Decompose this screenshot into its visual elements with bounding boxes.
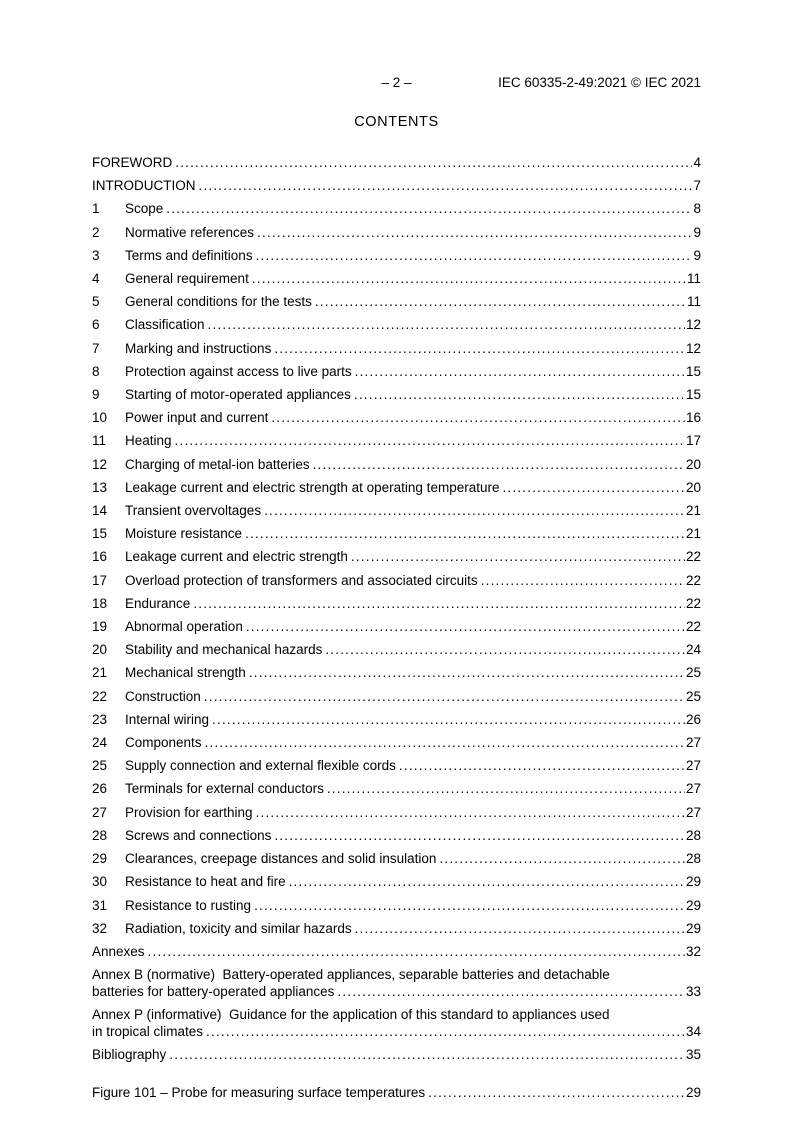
toc-entry-number: 17 <box>92 572 108 588</box>
dot-leader <box>256 801 685 824</box>
toc-entry-page: 24 <box>685 642 701 658</box>
toc-entry-title: Internal wiring <box>125 711 210 727</box>
toc-entry <box>92 197 701 220</box>
dot-leader <box>204 685 685 708</box>
dot-leader <box>502 476 684 499</box>
toc-entry-number: 28 <box>92 827 108 843</box>
toc-entry <box>92 824 701 847</box>
toc-entry-title: Radiation, toxicity and similar hazards <box>125 920 352 936</box>
dot-leader <box>355 360 685 383</box>
page-header <box>92 74 701 91</box>
toc-entry-title: Figure 101 – Probe for measuring surface temperatures <box>92 1084 426 1100</box>
toc-entry-title: FOREWORD <box>92 155 173 170</box>
toc-entry-title: in tropical climates <box>92 1024 204 1040</box>
toc-entry-number: 18 <box>92 595 108 611</box>
toc-entry-title: Clearances, creepage distances and solid insulation <box>125 851 437 867</box>
dot-leader <box>199 174 693 197</box>
toc-entry-page: 20 <box>685 479 701 495</box>
dot-leader <box>313 453 685 476</box>
toc-entry-page: 22 <box>685 549 701 565</box>
toc-entry-number: 31 <box>92 897 108 913</box>
toc-entry-title: Overload protection of transformers and associated circuits <box>125 572 478 588</box>
toc-entry-number: 10 <box>92 410 108 426</box>
toc-entry-title: Abnormal operation <box>125 619 243 635</box>
toc-entry-page: 12 <box>685 340 701 356</box>
toc-entry-title: Scope <box>125 201 164 217</box>
toc-entry-number: 4 <box>92 271 100 287</box>
toc-entry-title: Power input and current <box>125 410 269 426</box>
toc-entry-number: 22 <box>92 688 108 704</box>
toc-entry-page: 21 <box>685 503 701 519</box>
toc-entry <box>92 754 701 777</box>
toc-entry-title: Normative references <box>125 224 255 240</box>
dot-leader <box>208 313 685 336</box>
dot-leader <box>327 777 685 800</box>
dot-leader <box>439 847 685 870</box>
toc-entry-page: 32 <box>685 943 701 959</box>
dot-leader <box>193 592 685 615</box>
toc-entry <box>92 661 701 684</box>
toc-entry-number: 6 <box>92 317 100 333</box>
dot-leader <box>256 244 693 267</box>
toc-entry <box>92 847 701 870</box>
toc-entry-title: batteries for battery-operated appliances <box>92 984 335 1000</box>
dot-leader <box>337 983 685 1001</box>
toc-entry <box>92 244 701 267</box>
toc-entry-page: 11 <box>686 294 701 310</box>
dot-leader <box>175 429 685 452</box>
toc-entry <box>92 337 701 360</box>
toc-entry <box>92 708 701 731</box>
dot-leader <box>399 754 685 777</box>
toc-entry-page: 21 <box>685 526 701 542</box>
dot-leader <box>212 708 685 731</box>
toc-entry-title: Heating <box>125 433 172 449</box>
toc-entry-page: 22 <box>685 619 701 635</box>
toc-entry <box>92 221 701 244</box>
toc-entry <box>92 313 701 336</box>
toc-entry <box>92 267 701 290</box>
toc-entry-number: 24 <box>92 735 108 751</box>
toc-entry <box>92 870 701 893</box>
toc-entry-page: 27 <box>685 758 701 774</box>
toc-entry-page: 29 <box>685 874 701 890</box>
toc-entry-page: 27 <box>685 804 701 820</box>
toc-entry-page: 15 <box>685 387 701 403</box>
toc-entry <box>92 290 701 313</box>
toc-entry-title: Transient overvoltages <box>125 503 262 519</box>
toc-entry-title: Components <box>125 735 202 751</box>
toc-entry-page: 9 <box>693 247 701 263</box>
contents-title: CONTENTS <box>354 114 439 130</box>
dot-leader <box>206 1023 685 1041</box>
toc-entry-title: Marking and instructions <box>125 340 272 356</box>
toc-entry-title: Mechanical strength <box>125 665 246 681</box>
dot-leader <box>274 337 685 360</box>
dot-leader <box>354 383 685 406</box>
dot-leader <box>351 545 685 568</box>
toc-entry-number: 11 <box>92 433 107 449</box>
dot-leader <box>257 221 692 244</box>
toc-entry <box>92 406 701 429</box>
toc-entry-page: 8 <box>693 201 701 217</box>
dot-leader <box>355 917 685 940</box>
toc-entry-page: 34 <box>685 1024 701 1040</box>
toc-entry <box>92 545 701 568</box>
toc-entry-page: 26 <box>685 711 701 727</box>
toc-entry-page: 17 <box>685 433 701 449</box>
toc-entry-number: 25 <box>92 758 108 774</box>
toc-entry-title: Terminals for external conductors <box>125 781 324 797</box>
toc-entry <box>92 917 701 940</box>
toc-entry-title: Moisture resistance <box>125 526 243 542</box>
dot-leader <box>271 406 685 429</box>
toc-entry-page: 15 <box>685 363 701 379</box>
dot-leader <box>246 615 685 638</box>
toc-entry-page: 28 <box>685 851 701 867</box>
toc-entry-number: 30 <box>92 874 108 890</box>
dot-leader <box>205 731 685 754</box>
toc-entry-title: Construction <box>125 688 201 704</box>
dot-leader <box>481 569 685 592</box>
toc-entry-number: 23 <box>92 711 108 727</box>
toc-entry-number: 5 <box>92 294 100 310</box>
toc-entry-title: Resistance to rusting <box>125 897 252 913</box>
toc-entry-page: 27 <box>685 781 701 797</box>
toc-entry-page: 7 <box>693 178 701 194</box>
toc-entry-title: Starting of motor-operated appliances <box>125 387 351 403</box>
toc-entry <box>92 1043 701 1066</box>
toc-entry-page: 28 <box>685 827 701 843</box>
toc-entry <box>92 685 701 708</box>
toc-entry-title: Protection against access to live parts <box>125 363 352 379</box>
toc-entry-title: Classification <box>125 317 205 333</box>
toc-entry-page: 11 <box>686 271 701 287</box>
toc-entry-number: 20 <box>92 642 108 658</box>
dot-leader <box>264 499 685 522</box>
toc-entry-number: 8 <box>92 363 100 379</box>
toc-entry-number: 1 <box>92 201 100 217</box>
toc-entry-page: 22 <box>685 572 701 588</box>
dot-leader <box>325 638 685 661</box>
dot-leader <box>245 522 685 545</box>
toc-entry-page: 25 <box>685 688 701 704</box>
toc-entry <box>92 151 701 174</box>
toc-entry-title: Stability and mechanical hazards <box>125 642 323 658</box>
toc-entry <box>92 1081 701 1104</box>
toc-entry <box>92 453 701 476</box>
toc-entry <box>92 360 701 383</box>
dot-leader <box>249 661 685 684</box>
toc-entry-page: 35 <box>685 1047 701 1063</box>
toc-entry-title: General conditions for the tests <box>125 294 312 310</box>
toc-entry-number: 2 <box>92 224 100 240</box>
toc-entry-page: 29 <box>685 920 701 936</box>
toc-entry-title: Resistance to heat and fire <box>125 874 286 890</box>
toc-entry <box>92 1003 701 1043</box>
toc-entry-number: 15 <box>92 526 108 542</box>
dot-leader <box>289 870 685 893</box>
toc-entry-number: 13 <box>92 479 108 495</box>
toc-entry-number: 32 <box>92 920 108 936</box>
toc-entry-number: 7 <box>92 340 100 356</box>
toc-entry-title: Annexes <box>92 943 145 959</box>
toc-entry-page: 4 <box>693 155 701 170</box>
toc-entry-title: Endurance <box>125 595 191 611</box>
toc-entry <box>92 476 701 499</box>
toc-entry-text: Annex B (normative) Battery-operated appliances, separable batteries and detachable <box>92 966 610 982</box>
dot-leader <box>175 151 692 174</box>
toc-entry-page: 29 <box>685 1084 701 1100</box>
toc-entry <box>92 894 701 917</box>
dot-leader <box>166 197 692 220</box>
toc-entry-number: 21 <box>92 665 108 681</box>
toc-entry-page: 33 <box>685 984 701 1000</box>
toc-entry <box>92 940 701 963</box>
document-reference: IEC 60335-2-49:2021 © IEC 2021 <box>498 75 701 90</box>
toc-entry <box>92 801 701 824</box>
toc-entry <box>92 592 701 615</box>
toc-entry-number: 29 <box>92 851 108 867</box>
toc-entry-title: Leakage current and electric strength at operating temperature <box>125 479 500 495</box>
toc-entry-page: 27 <box>685 735 701 751</box>
toc-entry-number: 27 <box>92 804 108 820</box>
toc-entry-number: 26 <box>92 781 108 797</box>
toc-entry <box>92 522 701 545</box>
toc-entry <box>92 569 701 592</box>
toc-entry <box>92 499 701 522</box>
page-number: – 2 – <box>381 75 412 90</box>
toc-entry-number: 19 <box>92 619 108 635</box>
toc-entry <box>92 731 701 754</box>
toc-entry-text: Annex P (informative) Guidance for the application of this standard to appliances used <box>92 1006 610 1022</box>
toc-entry <box>92 638 701 661</box>
toc-entry-title: General requirement <box>125 271 249 287</box>
toc-entry-page: 9 <box>693 224 701 240</box>
toc-entry-title: Supply connection and external flexible cords <box>125 758 396 774</box>
toc-entry <box>92 429 701 452</box>
toc-entry-title: Screws and connections <box>125 827 272 843</box>
toc-entry-title: Leakage current and electric strength <box>125 549 348 565</box>
toc-entry-page: 12 <box>685 317 701 333</box>
toc-entry-page: 22 <box>685 595 701 611</box>
toc-entry <box>92 615 701 638</box>
toc-entry-title: Charging of metal-ion batteries <box>125 456 310 472</box>
toc-entry-title: Provision for earthing <box>125 804 253 820</box>
dot-leader <box>148 940 685 963</box>
dot-leader <box>315 290 686 313</box>
toc-entry-page: 29 <box>685 897 701 913</box>
toc-entry <box>92 174 701 197</box>
toc-entry <box>92 383 701 406</box>
dot-leader <box>169 1043 685 1066</box>
toc-list <box>92 151 701 1104</box>
toc-entry-number: 14 <box>92 503 108 519</box>
toc-entry-number: 3 <box>92 247 100 263</box>
dot-leader <box>252 267 686 290</box>
dot-leader <box>274 824 685 847</box>
toc-entry-number: 9 <box>92 387 100 403</box>
toc-entry <box>92 777 701 800</box>
dot-leader <box>428 1081 685 1104</box>
toc-entry-number: 12 <box>92 456 108 472</box>
toc-entry-title: Terms and definitions <box>125 247 253 263</box>
toc-entry-number: 16 <box>92 549 108 565</box>
toc-entry-title: INTRODUCTION <box>92 178 196 194</box>
toc-entry-page: 25 <box>685 665 701 681</box>
toc-entry-page: 20 <box>685 456 701 472</box>
dot-leader <box>254 894 685 917</box>
toc-entry-page: 16 <box>685 410 701 426</box>
toc-entry <box>92 963 701 1003</box>
toc-entry-title: Bibliography <box>92 1047 167 1063</box>
